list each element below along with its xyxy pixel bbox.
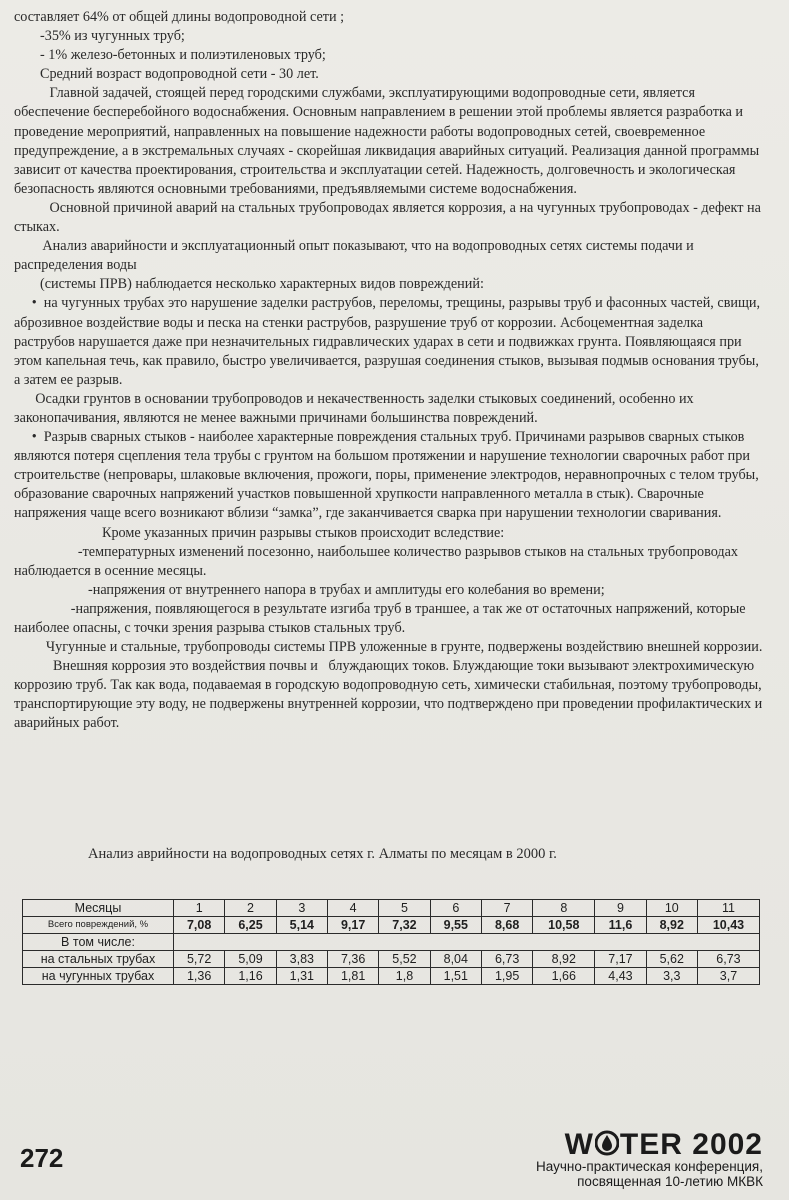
table-cell: 1,51 <box>430 968 481 985</box>
paragraph: • на чугунных трубах это нарушение заделки раструбов, переломы, трещины, разрывы труб и фасонных частей, свищи, аброзивное воздействие воды и песка на стенки раструбов, разрушение труб от коррозии. Асбоцементная заделка раструбов нарушается даже при незначительных гидравлических ударах в сети и подвижках грунта. Появляющаяся при этом капельная течь, как правило, быстро увеличивается, разрушая соединения стыков, вызывая подмыв основания трубы, а затем ее разрыв. <box>14 295 761 388</box>
table-row-steel <box>23 951 760 968</box>
paragraph: Чугунные и стальные, трубопроводы системы ПРВ уложенные в грунте, подвержены воздействию внешней коррозии. <box>14 639 763 656</box>
table-cell: 11 <box>697 900 759 917</box>
table-cell: 3,83 <box>276 951 327 968</box>
table-cell: 7 <box>481 900 532 917</box>
table-cell: 5,14 <box>276 917 327 934</box>
table-header-row <box>23 900 760 917</box>
table-cell: 1,81 <box>327 968 378 985</box>
table-cell: 8,68 <box>481 917 532 934</box>
table-cell: 6,25 <box>225 917 276 934</box>
table-row-total <box>23 917 760 934</box>
paragraph: -температурных изменений посезонно, наибольшее количество разрывов стыков на стальных трубопроводах наблюдается в осенние месяцы. <box>14 543 738 579</box>
table-row-cast-iron <box>23 968 760 985</box>
table-cell: 5,72 <box>174 951 225 968</box>
paragraph: (системы ПРВ) наблюдается несколько характерных видов повреждений: <box>40 276 484 293</box>
table-cell: 6,73 <box>481 951 532 968</box>
table-cell: 3 <box>276 900 327 917</box>
table-cell: 1,31 <box>276 968 327 985</box>
row-label: Всего повреждений, % <box>23 917 174 934</box>
conference-caption <box>536 1159 763 1189</box>
table-cell: 1 <box>174 900 225 917</box>
table-cell: 10,58 <box>533 917 595 934</box>
table-cell: 8,92 <box>533 951 595 968</box>
paragraph: -напряжения, появляющегося в результате изгиба труб в траншее, а так же от остаточных напряжений, которые наиболее опасны, с точки зрения разрыва стыков стальных труб. <box>14 600 746 636</box>
row-label: В том числе: <box>23 934 174 951</box>
paragraph: -35% из чугунных труб; <box>40 28 185 45</box>
paragraph: Кроме указанных причин разрывы стыков происходит вследствие: <box>102 524 505 541</box>
water-drop-icon <box>595 1130 619 1156</box>
row-label: Месяцы <box>23 900 174 917</box>
table-cell: 5 <box>379 900 430 917</box>
accident-table <box>22 899 760 985</box>
table-cell: 1,8 <box>379 968 430 985</box>
table-cell: 4 <box>327 900 378 917</box>
paragraph: Анализ аварийности и эксплуатационный опыт показывают, что на водопроводных сетях системы подачи и распределения воды <box>14 238 694 274</box>
paragraph: Главной задачей, стоящей перед городскими службами, эксплуатирующими водопроводные сети, является обеспечение бесперебойного водоснабжения. Основным направлением в решении этой проблемы является разработка и проведение мероприятий, направленных на повышение надежности работы водопроводных сетей, своевременное предупреждение, а в экстремальных случаях - скорейшая ликвидация аварийных ситуаций. Реализация данной программы зависит от качества проектирования, строительства и эксплуатации сетей. Надежность, долговечность и экологическая безопасность являются основными требованиями, предъявляемыми системе водоснабжения. <box>14 85 760 197</box>
empty-cell <box>174 934 760 951</box>
table-cell: 10,43 <box>697 917 759 934</box>
paragraph: • Разрыв сварных стыков - наиболее характерные повреждения стальных труб. Причинами разрывов сварных стыков являются потеря сцепления тела трубы с грунтом на большом протяжении и нарушение технологии сварочных работ при строительстве (непровары, шлаковые включения, прожоги, поры, применение электродов, неравнопрочных с телом трубы, образование сварочных напряжений участков повышенной хрупкости направленного металла в стык). Сварочные напряжения чаще всего возникают вблизи “замка”, где заканчивается сварка при нарушении технологии сваривания. <box>14 429 759 522</box>
row-label: на чугунных трубах <box>23 968 174 985</box>
table-cell: 10 <box>646 900 697 917</box>
table-cell: 7,17 <box>595 951 646 968</box>
table-cell: 6 <box>430 900 481 917</box>
logo-text: TER 2002 <box>619 1128 763 1161</box>
table-cell: 11,6 <box>595 917 646 934</box>
page-number: 272 <box>20 1143 64 1173</box>
paragraph: составляет 64% от общей длины водопроводной сети ; <box>14 9 345 25</box>
table-cell: 7,32 <box>379 917 430 934</box>
table-cell: 5,62 <box>646 951 697 968</box>
table-cell: 7,08 <box>174 917 225 934</box>
table-cell: 3,3 <box>646 968 697 985</box>
table-cell: 8,92 <box>646 917 697 934</box>
table-caption: Анализ аврийности на водопроводных сетях г. Алматы по месяцам в 2000 г. <box>88 846 557 862</box>
row-label: на стальных трубах <box>23 951 174 968</box>
table-cell: 2 <box>225 900 276 917</box>
table-cell: 6,73 <box>697 951 759 968</box>
table-cell: 8,04 <box>430 951 481 968</box>
table-cell: 9,17 <box>327 917 378 934</box>
conference-line-1: Научно-практическая конференция, <box>536 1159 763 1174</box>
paragraph: Внешняя коррозия это воздействия почвы и блуждающих токов. Блуждающие токи вызывают электрохимическую коррозию труб. Так как вода, подаваемая в городскую водопроводную сеть, химически стабильная, поэтому трубопроводы, транспортирующие эту воду, не подвержены внутренней коррозии, что подтверждено при проведении профилактических и аварийных работ. <box>14 658 763 732</box>
table-cell: 9 <box>595 900 646 917</box>
table-row-subheader <box>23 934 760 951</box>
paragraph: Осадки грунтов в основании трубопроводов и некачественность заделки стыковых соединений, особенно их законопачивания, являются не менее важными причинами большинства повреждений. <box>14 390 694 426</box>
logo-letter-w: W <box>564 1128 594 1161</box>
table-cell: 1,66 <box>533 968 595 985</box>
table-cell: 7,36 <box>327 951 378 968</box>
table-cell: 4,43 <box>595 968 646 985</box>
body-text <box>14 8 766 734</box>
table-cell: 8 <box>533 900 595 917</box>
paragraph: - 1% железо-бетонных и полиэтиленовых труб; <box>40 47 326 64</box>
paragraph: Основной причиной аварий на стальных трубопроводах является коррозия, а на чугунных трубопроводах - дефект на стыках. <box>14 199 761 236</box>
conference-line-2: посвященная 10-летию МКВК <box>577 1174 763 1189</box>
paragraph: -напряжения от внутреннего напора в трубах и амплитуды его колебания во времени; <box>88 581 605 598</box>
table-cell: 1,16 <box>225 968 276 985</box>
table-cell: 5,09 <box>225 951 276 968</box>
water-2002-logo <box>565 1128 763 1162</box>
table-cell: 3,7 <box>697 968 759 985</box>
table-cell: 1,95 <box>481 968 532 985</box>
table-cell: 5,52 <box>379 951 430 968</box>
table-cell: 9,55 <box>430 917 481 934</box>
paragraph: Средний возраст водопроводной сети - 30 лет. <box>40 66 319 83</box>
table-cell: 1,36 <box>174 968 225 985</box>
